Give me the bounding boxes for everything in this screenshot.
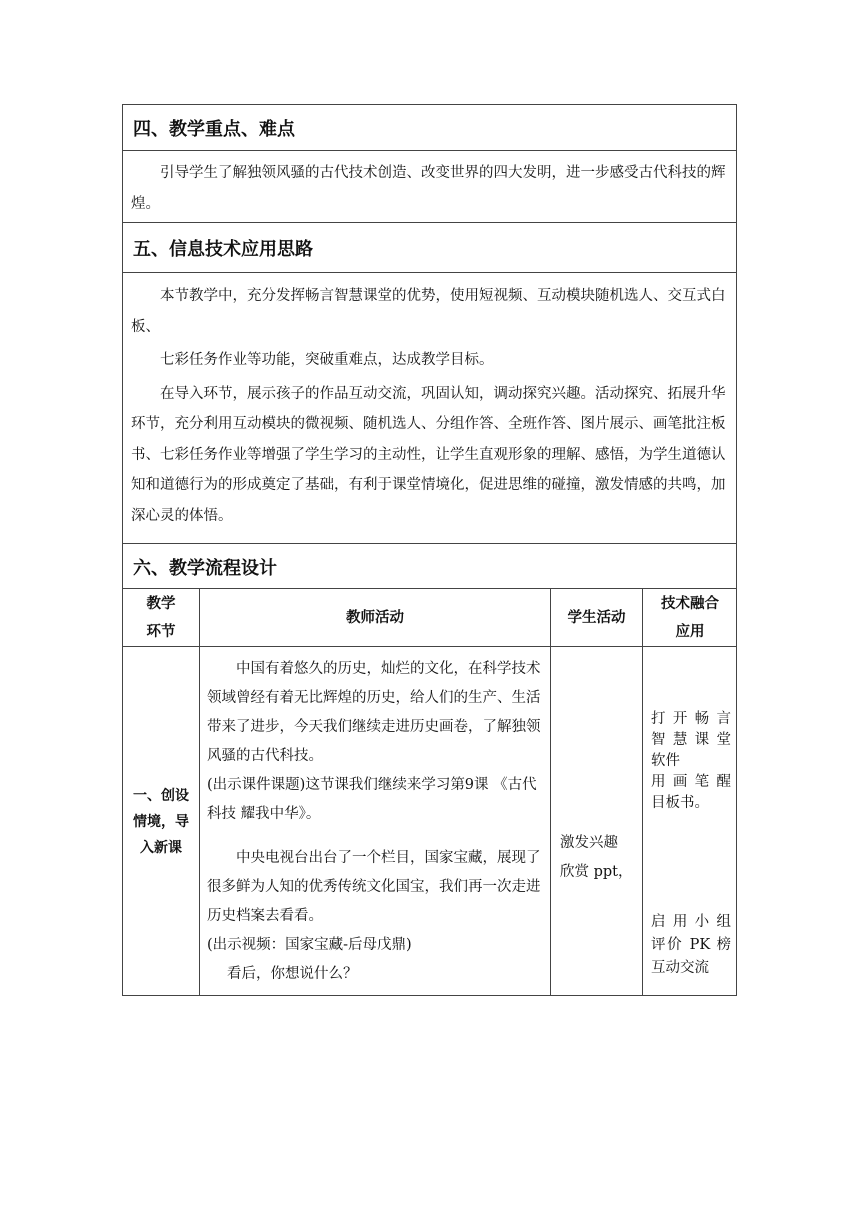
tech-a-line2: 智慧课堂 (651, 732, 731, 748)
teacher-paragraph-2: 中央电视台出台了一个栏目，国家宝藏，展现了很多鲜为人知的优秀传统文化国宝，我们再一次走进历史档案去看看。 (207, 850, 541, 924)
section-flow-design (122, 543, 737, 588)
tech-cell-a (651, 709, 731, 814)
teacher-activity-cell (207, 655, 543, 989)
key-points-paragraph: 引导学生了解独领风骚的古代技术创造、改变世界的四大发明，进一步感受古代科技的辉煌。 (131, 165, 726, 212)
tech-a-line4: 用画笔醒 (651, 774, 731, 790)
tech-cell-b (651, 911, 731, 980)
it-paragraph-2: 七彩任务作业等功能，突破重难点，达成教学目标。 (160, 352, 494, 368)
tech-b-line3: 互动交流 (651, 960, 709, 976)
tech-a-line3: 软件 (651, 753, 680, 769)
header-stage (123, 589, 199, 646)
teacher-paragraph-1: 中国有着悠久的历史，灿烂的文化，在科学技术领域曾经有着无比辉煌的历史，给人们的生产、生活带来了进步，今天我们继续走进历史画卷，了解独领风骚的古代科技。 (207, 661, 541, 764)
tech-b-line1: 启用小组 (651, 914, 731, 930)
header-tech (643, 589, 737, 646)
stage-cell (123, 647, 199, 996)
teacher-paragraph-1b: (出示课件课题)这节课我们继续来学习第9课 《古代科技 耀我中华》。 (207, 777, 537, 822)
header-tech-line2: 应用 (675, 623, 705, 640)
student-line1: 激发兴趣 (560, 835, 618, 851)
section-it-approach (122, 222, 737, 543)
header-student: 学生活动 (567, 609, 626, 626)
tech-a-line1: 打开畅言 (651, 711, 731, 727)
section-key-points-text (123, 151, 736, 219)
it-paragraph-3: 在导入环节，展示孩子的作品互动交流，巩固认知，调动探究兴趣。活动探究、拓展升华环节，充分利用互动模块的微视频、随机选人、分组作答、全班作答、图片展示、画笔批注板书、七彩任务作业等增强了学生学习的主动性，让学生直观形象的理解、感悟，为学生道德认知和道德行为的形成奠定了基础，有利于课堂情境化，促进思维的碰撞，激发情感的共鸣，加深心灵的体悟。 (131, 385, 726, 524)
tech-a-line5: 目板书。 (651, 795, 709, 811)
it-paragraph-1: 本节教学中，充分发挥畅言智慧课堂的优势，使用短视频、互动模块随机选人、交互式白板、 (131, 288, 726, 335)
section-key-points (122, 104, 737, 222)
tech-b-line2: 评价 PK 榜 (651, 937, 731, 953)
header-stage-line1: 教学 (146, 595, 176, 612)
section-it-approach-title: 五、信息技术应用思路 (123, 223, 736, 273)
teacher-paragraph-4: 看后，你想说什么？ (227, 966, 358, 982)
flow-table (122, 588, 737, 996)
stage-line3: 入新课 (140, 839, 182, 856)
student-line2: 欣赏 ppt， (560, 864, 633, 880)
section-it-approach-text (123, 273, 736, 531)
section-flow-design-title: 六、教学流程设计 (133, 557, 277, 579)
student-activity-cell (560, 829, 640, 887)
teacher-paragraph-3: (出示视频：国家宝藏-后母戊鼎) (207, 937, 412, 953)
header-stage-line2: 环节 (146, 623, 176, 640)
header-teacher: 教师活动 (346, 609, 404, 626)
section-key-points-title: 四、教学重点、难点 (123, 105, 736, 151)
header-tech-line1: 技术融合 (661, 595, 719, 612)
stage-line1: 一、创设 (133, 787, 189, 804)
stage-line2: 情境，导 (133, 813, 189, 830)
